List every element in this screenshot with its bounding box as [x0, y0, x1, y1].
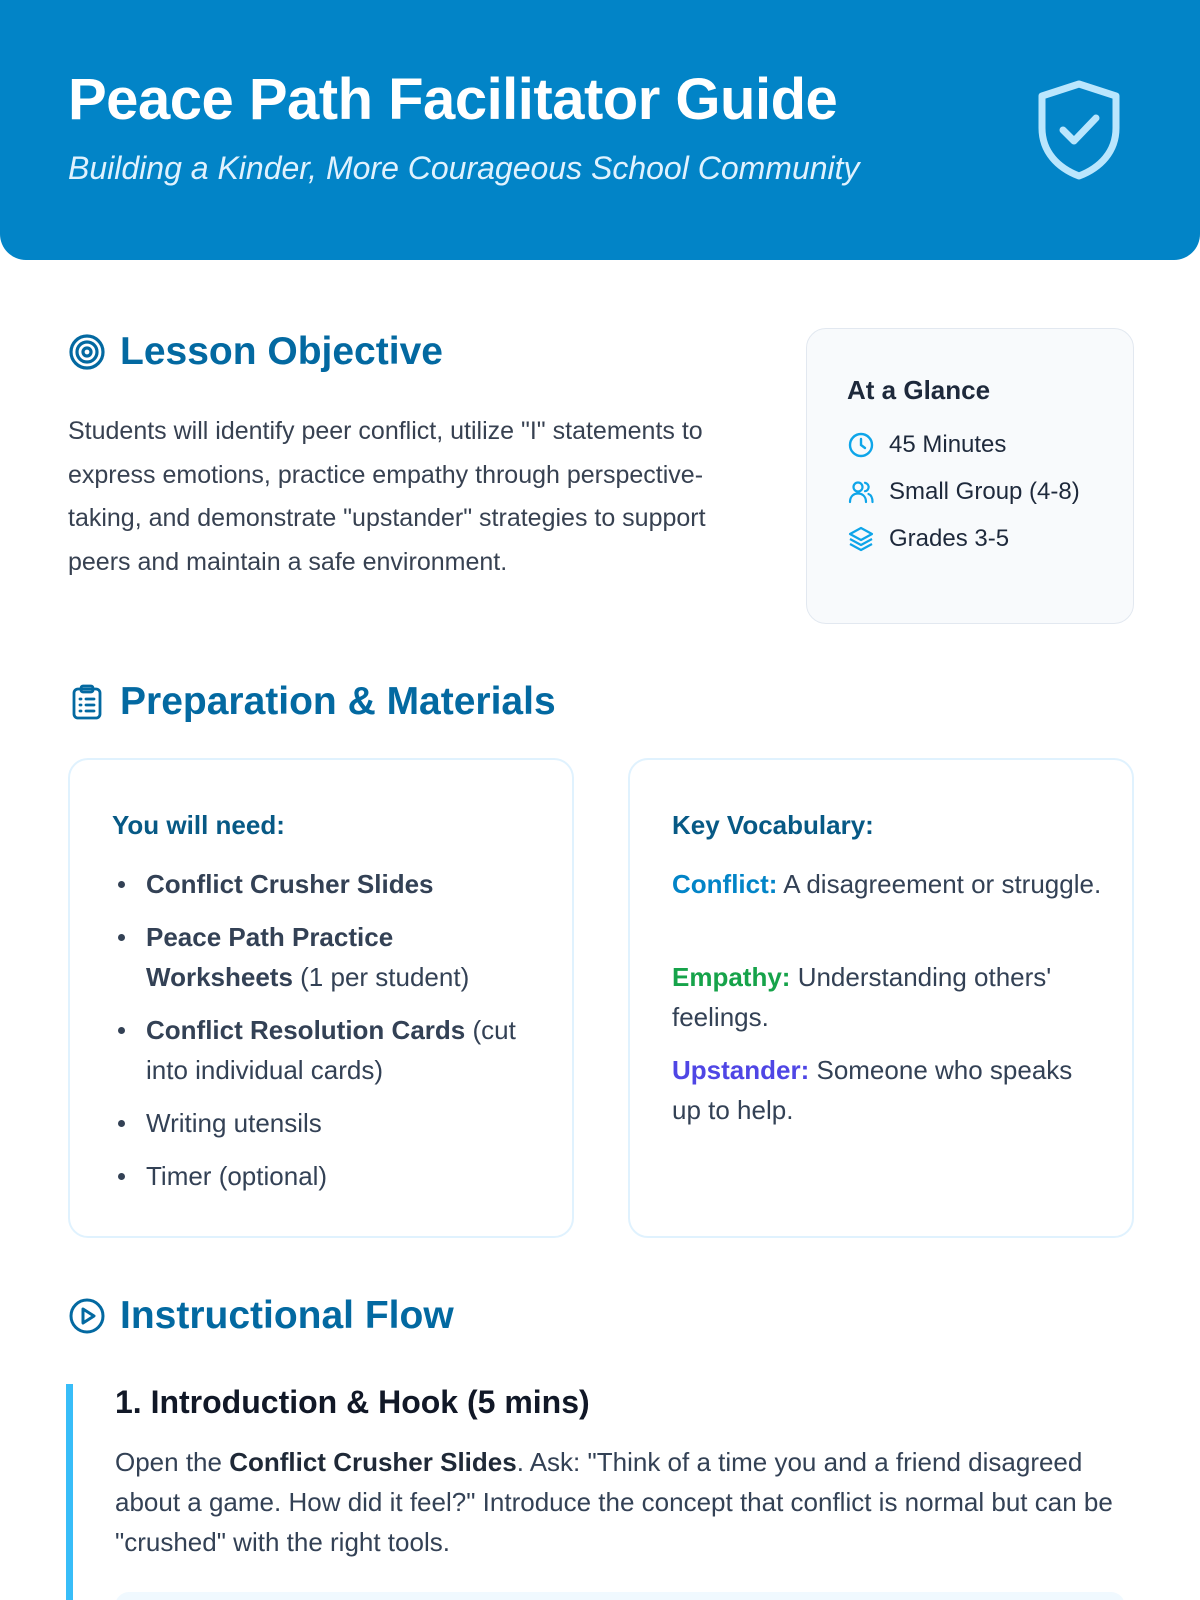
flow-heading-text: Instructional Flow: [120, 1294, 454, 1337]
list-item: Conflict Crusher Slides: [112, 864, 532, 904]
glance-duration-label: 45 Minutes: [889, 431, 1007, 458]
list-item: Writing utensils: [112, 1103, 532, 1143]
glance-title: At a Glance: [847, 375, 991, 405]
play-circle-icon: [68, 1297, 106, 1335]
objective-heading: [68, 330, 443, 374]
page-subtitle: Building a Kinder, More Courageous School Community: [68, 150, 860, 186]
objective-text: Students will identify peer conflict, utilize "I" statements to express emotions, practice empathy through perspective-taking, and demonstrate "upstander" strategies to support peers and maintain a safe environment.: [68, 417, 706, 576]
step-note-box: [115, 1592, 1125, 1600]
vocab-definition: Understanding others' feelings.: [672, 962, 1052, 1032]
vocab-upstander: [672, 1050, 1102, 1130]
shield-check-icon: [1034, 78, 1124, 182]
target-icon: [68, 333, 106, 371]
materials-title: You will need:: [112, 810, 285, 840]
step-title: 1. Introduction & Hook (5 mins): [115, 1384, 590, 1420]
layers-icon: [847, 525, 875, 553]
vocab-definition: A disagreement or struggle.: [777, 869, 1102, 899]
page-title: Peace Path Facilitator Guide: [68, 67, 838, 132]
list-item: Conflict Resolution Cards (cut into individual cards): [112, 1010, 532, 1090]
page-header: [0, 0, 1200, 260]
objective-heading-text: Lesson Objective: [120, 330, 443, 373]
flow-heading: [68, 1294, 454, 1338]
vocab-term: Upstander:: [672, 1055, 810, 1085]
vocab-term: Conflict:: [672, 869, 778, 899]
preparation-heading-text: Preparation & Materials: [120, 680, 556, 723]
clock-icon: [847, 431, 875, 459]
glance-duration: [847, 431, 1006, 459]
glance-grades-label: Grades 3-5: [889, 525, 1010, 552]
flow-step-introduction: [66, 1384, 1134, 1600]
vocab-empathy: [672, 957, 1102, 1037]
clipboard-icon: [68, 683, 106, 721]
glance-group-label: Small Group (4-8): [889, 478, 1080, 505]
vocab-conflict: [672, 864, 1102, 904]
step-text: Open the Conflict Crusher Slides. Ask: "Think of a time you and a friend disagreed about a game. How did it feel?" Introduce the concept that conflict is normal but can be "crushed" with the right tools.: [115, 1447, 1113, 1557]
list-item: Timer (optional): [112, 1156, 532, 1196]
vocab-term: Empathy:: [672, 962, 791, 992]
materials-card: [68, 758, 574, 1238]
vocabulary-title: Key Vocabulary:: [672, 810, 874, 840]
users-icon: [847, 478, 875, 506]
materials-list: [112, 864, 532, 1209]
vocabulary-card: [628, 758, 1134, 1238]
glance-grades: [847, 525, 1009, 553]
at-a-glance-card: [806, 328, 1134, 624]
list-item: Peace Path Practice Worksheets (1 per student): [112, 917, 532, 997]
glance-group-size: [847, 478, 1080, 506]
preparation-heading: [68, 680, 556, 724]
vocab-definition: Someone who speaks up to help.: [672, 1055, 1073, 1125]
